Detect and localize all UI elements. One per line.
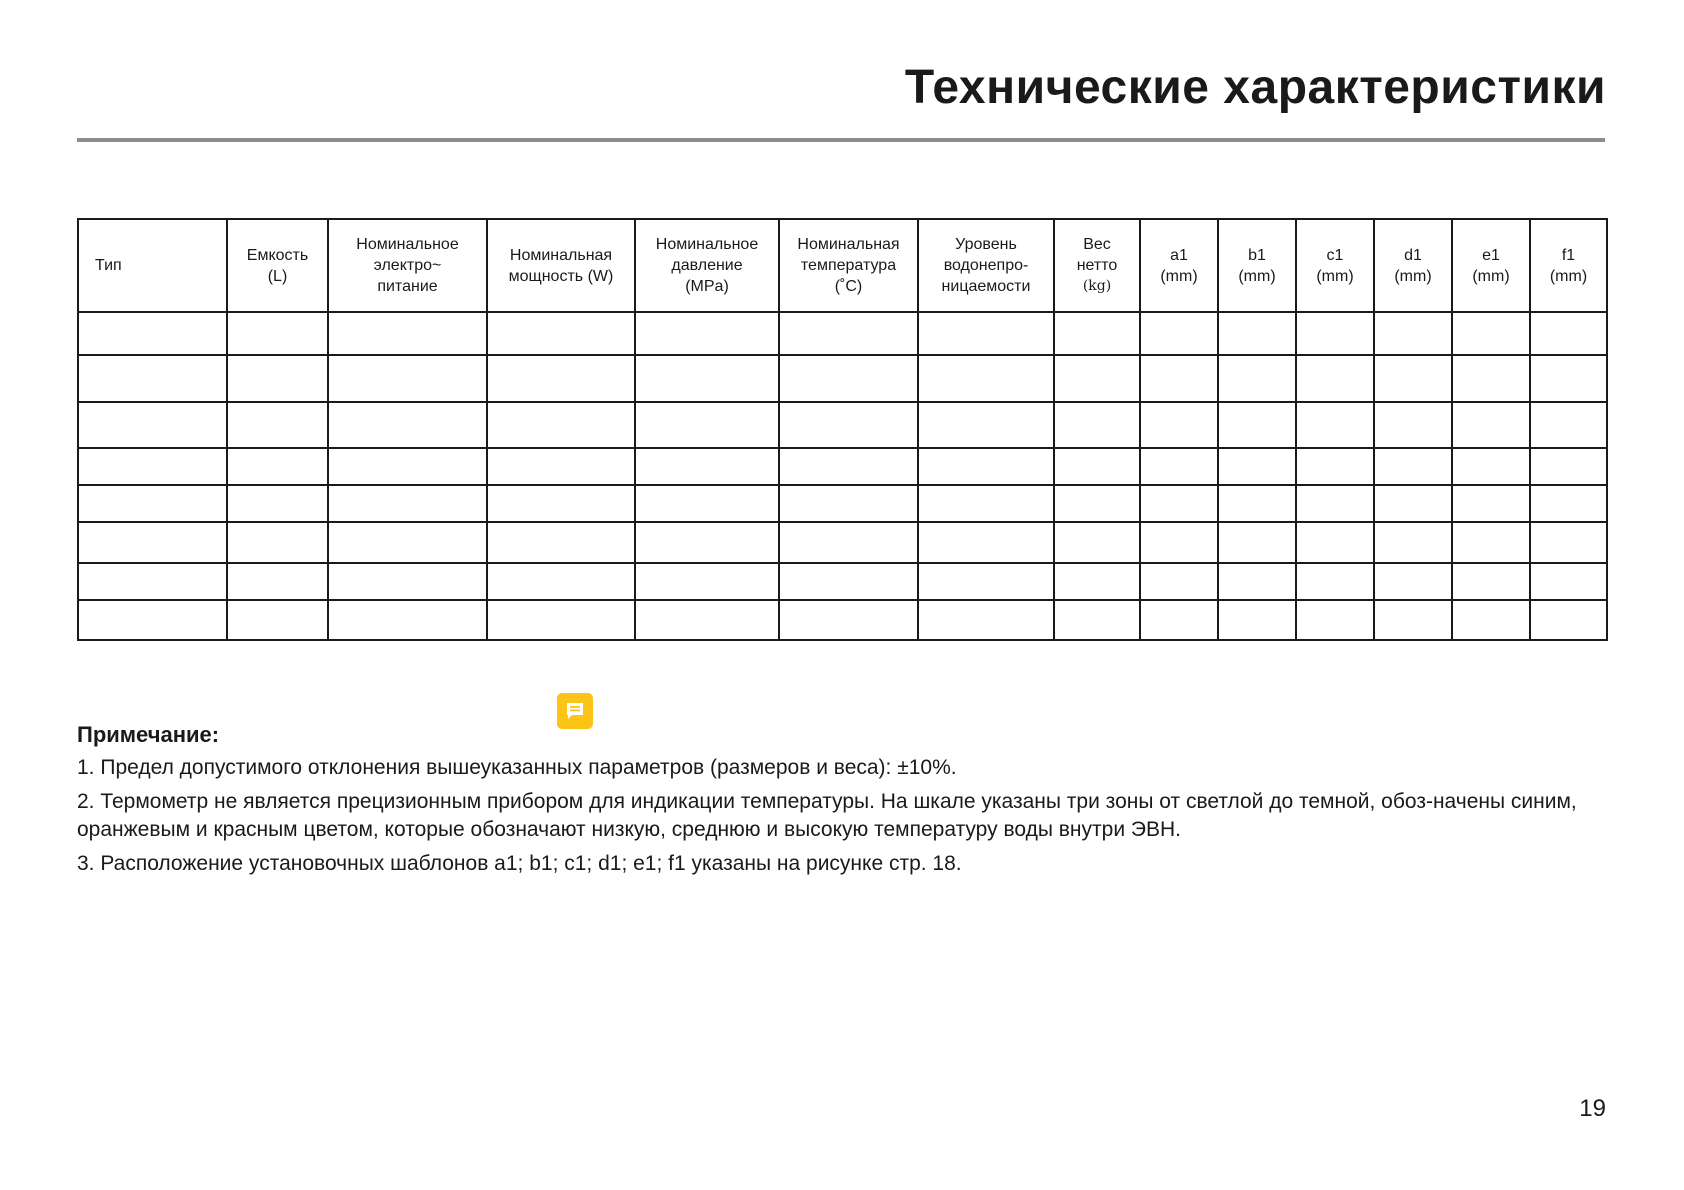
table-cell [635,522,779,563]
table-cell [1296,522,1374,563]
table-cell [779,312,918,355]
table-cell [227,312,328,355]
table-cell [918,522,1054,563]
table-cell [487,448,635,485]
title-divider [77,138,1605,142]
table-cell [487,600,635,640]
table-cell [1218,600,1296,640]
header-power-supply: Номинальное электро~ питание [328,219,487,312]
table-cell [1140,522,1218,563]
table-cell [1296,402,1374,448]
table-cell [1530,563,1607,600]
table-cell [918,563,1054,600]
table-cell [1140,355,1218,402]
header-b1: b1 (mm) [1218,219,1296,312]
header-rated-temperature: Номинальная температура (˚C) [779,219,918,312]
table-cell [227,563,328,600]
table-cell [779,402,918,448]
table-cell [78,355,227,402]
table-cell [1374,448,1452,485]
table-cell [1140,402,1218,448]
table-cell [1452,402,1530,448]
table-cell [1530,485,1607,522]
table-cell [78,402,227,448]
table-cell [635,563,779,600]
table-row [78,522,1607,563]
notes-heading: Примечание: [77,722,220,747]
table-cell [635,312,779,355]
table-cell [328,485,487,522]
table-cell [1054,522,1140,563]
table-cell [328,312,487,355]
table-cell [779,355,918,402]
table-cell [78,485,227,522]
table-cell [1140,600,1218,640]
header-c1: c1 (mm) [1296,219,1374,312]
table-cell [1452,355,1530,402]
table-cell [1374,522,1452,563]
table-cell [1452,448,1530,485]
note-item: 3. Расположение установочных шаблонов а1; b1; c1; d1; e1; f1 указаны на рисунке стр. 18. [77,852,962,875]
table-cell [1530,448,1607,485]
table-cell [918,600,1054,640]
table-cell [635,600,779,640]
table-cell [78,563,227,600]
table-cell [328,600,487,640]
page-title: Технические характеристики [904,61,1606,114]
specifications-table [77,218,1608,641]
table-cell [1218,522,1296,563]
table-cell [1374,485,1452,522]
table-cell [227,448,328,485]
page-number: 19 [1579,1095,1606,1122]
table-cell [1140,563,1218,600]
table-cell [1218,485,1296,522]
table-cell [779,485,918,522]
notes-section [77,722,1617,884]
table-row [78,312,1607,355]
table-cell [1530,312,1607,355]
table-cell [1218,448,1296,485]
table-cell [1054,485,1140,522]
table-cell [227,600,328,640]
note-item: 1. Предел допустимого отклонения вышеуказанных параметров (размеров и веса): ±10%. [77,756,957,779]
table-cell [918,402,1054,448]
table-cell [1140,448,1218,485]
table-cell [1054,600,1140,640]
table-cell [779,600,918,640]
table-cell [918,485,1054,522]
table-cell [328,448,487,485]
table-cell [328,563,487,600]
table-cell [1054,402,1140,448]
table-cell [78,600,227,640]
table-cell [1218,563,1296,600]
table-cell [328,402,487,448]
header-type: Тип [78,219,227,312]
table-cell [1296,485,1374,522]
table-cell [1296,312,1374,355]
table-cell [328,522,487,563]
table-cell [1452,563,1530,600]
table-cell [1452,600,1530,640]
table-cell [1530,522,1607,563]
table-cell [1374,563,1452,600]
table-cell [487,485,635,522]
table-row [78,600,1607,640]
table-cell [635,448,779,485]
table-row [78,402,1607,448]
table-cell [487,563,635,600]
table-cell [487,355,635,402]
table-cell [487,522,635,563]
table-cell [779,563,918,600]
table-cell [1054,355,1140,402]
table-cell [779,448,918,485]
table-cell [918,355,1054,402]
table-cell [1374,312,1452,355]
table-row [78,563,1607,600]
table-cell [635,485,779,522]
table-cell [1218,355,1296,402]
table-header-row [78,219,1607,312]
table-cell [1374,402,1452,448]
table-row [78,355,1607,402]
note-item: 2. Термометр не является прецизионным прибором для индикации температуры. На шкале указаны три зоны от светлой до темной, обоз-начены синим, оранжевым и красным цветом, которые обозначают низкую, среднюю и высокую температуру воды внутри ЭВН. [77,790,1577,841]
table-cell [328,355,487,402]
table-cell [1140,312,1218,355]
table-cell [78,522,227,563]
table-cell [1218,312,1296,355]
table-cell [78,448,227,485]
table-cell [227,485,328,522]
table-cell [487,312,635,355]
table-body [78,312,1607,640]
header-water-protection: Уровень водонепро- ницаемости [918,219,1054,312]
header-f1: f1 (mm) [1530,219,1607,312]
table-cell [1296,563,1374,600]
table-cell [779,522,918,563]
table-cell [1140,485,1218,522]
table-cell [1452,485,1530,522]
header-capacity: Емкость (L) [227,219,328,312]
table-cell [227,522,328,563]
table-cell [78,312,227,355]
table-row [78,485,1607,522]
table-cell [1054,312,1140,355]
table-cell [1374,355,1452,402]
table-cell [1296,355,1374,402]
header-net-weight: Вес нетто (kg) [1054,219,1140,312]
table-cell [1452,522,1530,563]
table-cell [1296,448,1374,485]
table-cell [227,355,328,402]
table-cell [1054,448,1140,485]
header-rated-power: Номинальная мощность (W) [487,219,635,312]
header-e1: e1 (mm) [1452,219,1530,312]
table-cell [1296,600,1374,640]
table-cell [1530,402,1607,448]
table-cell [635,355,779,402]
header-a1: a1 (mm) [1140,219,1218,312]
header-rated-pressure: Номинальное давление (MPa) [635,219,779,312]
table-cell [1218,402,1296,448]
table-cell [1374,600,1452,640]
table-cell [487,402,635,448]
table-cell [1054,563,1140,600]
table-cell [1452,312,1530,355]
table-cell [635,402,779,448]
table-cell [918,312,1054,355]
table-cell [918,448,1054,485]
table-row [78,448,1607,485]
table-cell [1530,355,1607,402]
table-cell [227,402,328,448]
header-d1: d1 (mm) [1374,219,1452,312]
table-cell [1530,600,1607,640]
